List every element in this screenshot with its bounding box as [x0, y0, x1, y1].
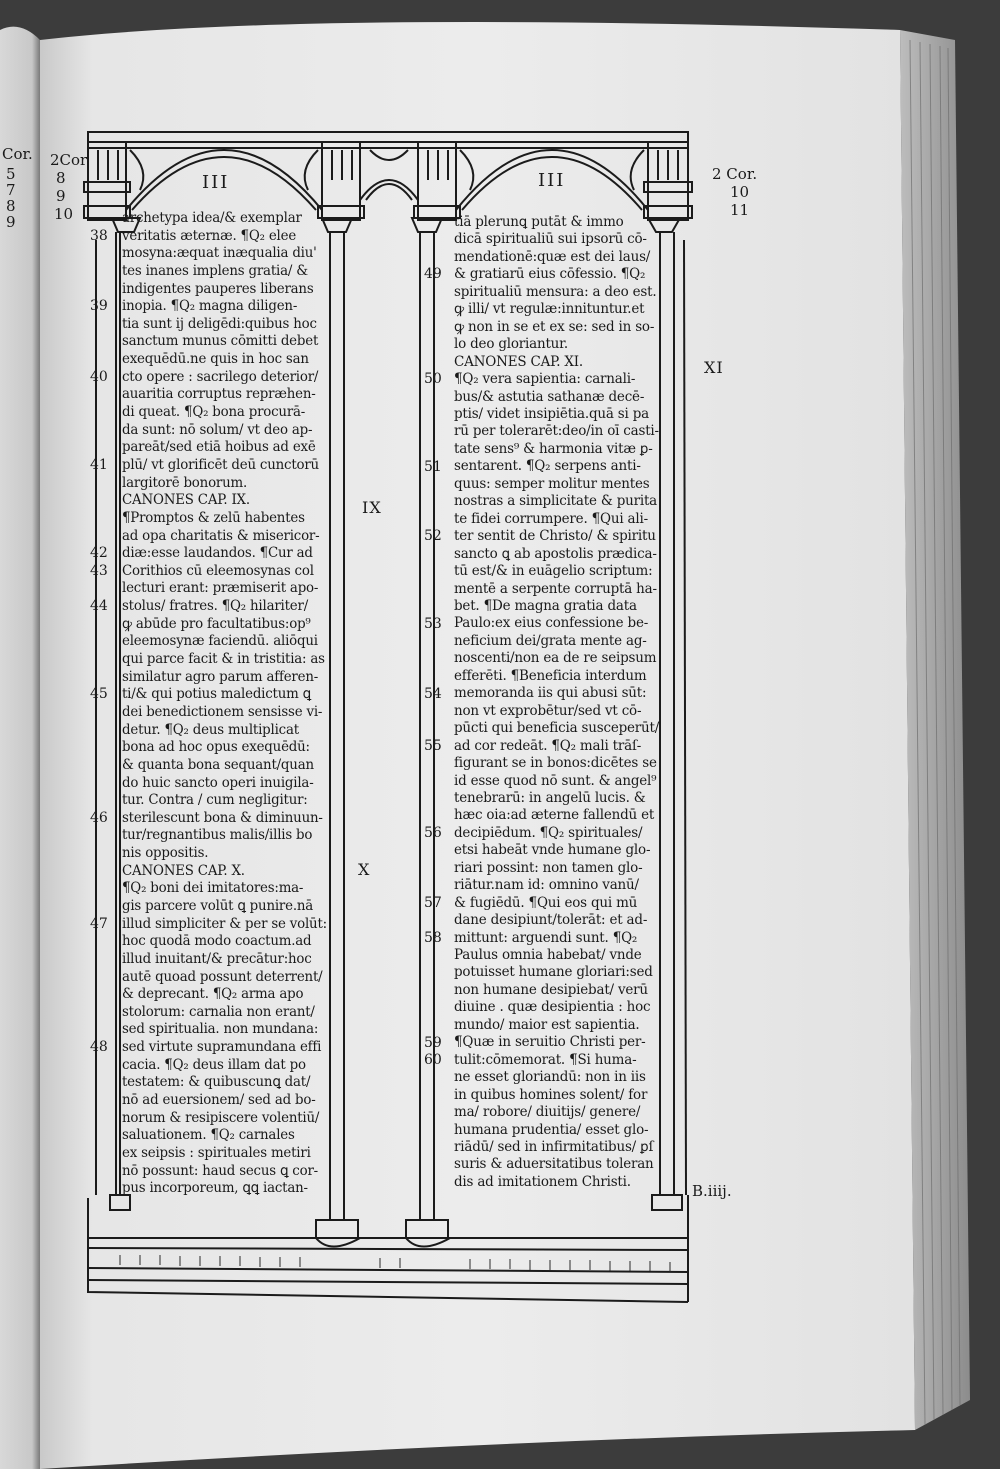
- text-line: plū/ vt glorificēt deū cunctorū: [122, 456, 319, 473]
- text-line: nostras a simplicitate & purita: [454, 493, 658, 510]
- text-line: sed virtute supramundana effi: [122, 1039, 322, 1056]
- text-line: sentarent. ¶Q₂ serpens anti-: [454, 458, 641, 475]
- verse-number: 50: [424, 371, 442, 388]
- signature-mark: B.iiij.: [692, 1182, 732, 1200]
- text-line: ꝙ illi/ vt regulæ:innituntur.et: [454, 301, 645, 318]
- verse-number: 42: [90, 545, 108, 562]
- right-margin-ref: 2 Cor.: [712, 165, 758, 183]
- text-line: da sunt: nō solum/ vt deo ap-: [122, 421, 313, 438]
- text-line: mosyna:æquat inæqualia diu': [122, 245, 317, 262]
- text-line: spiritualiū mensura: a deo est.: [454, 283, 657, 300]
- verse-number: 53: [424, 615, 442, 632]
- text-line: sanctum munus cōmitti debet: [122, 333, 319, 350]
- left-margin-number: 10: [54, 205, 74, 223]
- verse-number: 41: [90, 457, 108, 473]
- text-line: di queat. ¶Q₂ bona procurā-: [122, 404, 306, 421]
- text-line: testatem: & quibuscunꝗ dat/: [122, 1074, 311, 1091]
- text-line: humana prudentia/ esset glo-: [454, 1121, 649, 1138]
- verse-number: 55: [424, 737, 442, 754]
- left-verse-numbers: [90, 210, 116, 1210]
- verse-number: 45: [90, 686, 108, 703]
- text-line: auaritia corruptus repræhen-: [122, 386, 316, 403]
- text-line: tia sunt ij deligēdi:quibus hoc: [122, 315, 317, 332]
- left-page-letter: 7: [6, 181, 16, 199]
- text-line: veritatis æternæ. ¶Q₂ elee: [122, 227, 297, 244]
- right-verse-numbers: [424, 214, 452, 1214]
- verse-number: 51: [424, 458, 442, 475]
- verse-number: 60: [424, 1052, 442, 1069]
- text-line: ꝙ abūde pro facultatibus:op⁹: [122, 615, 311, 632]
- left-text-column: [122, 210, 327, 1198]
- verse-number: 58: [424, 930, 442, 947]
- text-line: nō ad euersionem/ sed ad bo-: [122, 1092, 316, 1109]
- text-line: ad cor redeāt. ¶Q₂ mali trāſ-: [454, 737, 642, 754]
- text-line: noscenti/non ea de re seipsum: [454, 650, 657, 667]
- text-line: Paulus omnia habebat/ vnde: [454, 947, 642, 964]
- text-line: hoc quodā modo coactum.ad: [122, 933, 312, 950]
- text-line: archetypa idea/& exemplar: [122, 210, 302, 226]
- text-line: exequēdū.ne quis in hoc san: [122, 351, 309, 368]
- text-line: diæ:esse laudandos. ¶Cur ad: [122, 545, 313, 562]
- text-line: non humane desipiebat/ verū: [454, 981, 648, 998]
- chapter-mark: IX: [362, 498, 382, 517]
- verse-number: 48: [90, 1039, 108, 1056]
- text-line: lo deo gloriantur.: [454, 336, 569, 353]
- column-header-right: III: [538, 170, 566, 191]
- text-line: dicā spiritualiū sui ipsorū cō-: [454, 231, 647, 248]
- left-margin-number: 9: [56, 187, 66, 205]
- left-margin-ref: 2Cor: [50, 151, 88, 169]
- left-page-letter: 9: [6, 213, 16, 231]
- text-line: rū per tolerarēt:deo/in oī casti-: [454, 423, 659, 440]
- text-line: tulit:cōmemorat. ¶Si huma-: [454, 1051, 637, 1068]
- text-line: ¶Q₂ vera sapientia: carnali-: [454, 371, 636, 388]
- text-line: suris & aduersitatibus toleran: [454, 1156, 654, 1173]
- text-line: ex seipsis : spirituales metiri: [122, 1144, 311, 1161]
- column-header-left: III: [202, 172, 230, 193]
- chapter-mark: X: [358, 860, 371, 879]
- text-line: Corithios cū eleemosynas col: [122, 562, 314, 579]
- text-line: ꝙ non in se et ex se: sed in so-: [454, 318, 655, 335]
- text-line: sed spiritualia. non mundana:: [122, 1021, 319, 1038]
- verse-number: 52: [424, 528, 442, 545]
- left-margin-number: 8: [56, 169, 66, 187]
- text-line: cto opere : sacrilego deterior/: [122, 368, 319, 385]
- text-line: detur. ¶Q₂ deus multiplicat: [122, 721, 299, 738]
- text-line: CANONES CAP. X.: [122, 862, 245, 879]
- verse-number: 39: [90, 298, 108, 315]
- text-line: non vt exprobētur/sed vt cō-: [454, 702, 642, 719]
- text-line: similatur agro parum afferen-: [122, 668, 319, 685]
- text-line: norum & resipiscere volentiū/: [122, 1109, 320, 1126]
- text-line: tū est/& in euāgelio scriptum:: [454, 563, 653, 580]
- text-line: ne esset gloriandū: non in iis: [454, 1069, 646, 1086]
- text-line: ter sentit de Christo/ & spiritu: [454, 528, 656, 545]
- text-line: & quanta bona sequant/quan: [122, 756, 314, 773]
- text-line: qui parce facit & in tristitia: as: [122, 651, 325, 668]
- text-line: potuisset humane gloriari:sed: [454, 964, 653, 981]
- text-line: illud simpliciter & per se volūt:: [122, 915, 327, 932]
- text-line: bus/& astutia sathanæ decē-: [454, 388, 645, 405]
- text-line: lecturi erant: præmiserit apo-: [122, 580, 319, 597]
- text-line: sterilescunt bona & diminuun-: [122, 809, 323, 826]
- text-line: tes inanes implens gratia/ &: [122, 262, 308, 279]
- right-margin-number: 10: [730, 183, 750, 201]
- text-line: bona ad hoc opus exequēdū:: [122, 739, 310, 756]
- text-line: tur/regnantibus malis/illis bo: [122, 827, 313, 844]
- text-line: quus: semper molitur mentes: [454, 475, 650, 492]
- left-page-letter: 8: [6, 197, 16, 215]
- text-line: largitorē bonorum.: [122, 474, 248, 491]
- text-line: bet. ¶De magna gratia data: [454, 597, 637, 614]
- text-line: etsi habeāt vnde humane glo-: [454, 842, 651, 859]
- text-line: dis ad imitationem Christi.: [454, 1173, 631, 1190]
- text-line: te fidei corrumpere. ¶Qui ali-: [454, 510, 648, 527]
- text-line: CANONES CAP. XI.: [454, 353, 584, 370]
- text-line: pus incorporeum, ꝗꝗ iactan-: [122, 1180, 308, 1197]
- verse-number: 46: [90, 809, 108, 826]
- text-line: id esse quod nō sunt. & angel⁹: [454, 772, 657, 789]
- text-line: tur. Contra / cum negligitur:: [122, 792, 308, 809]
- right-text-column: [454, 214, 660, 1191]
- text-line: figurant se in bonos:dicētes se: [454, 755, 657, 772]
- text-line: & fugiēdū. ¶Qui eos qui mū: [454, 894, 638, 911]
- chapter-mark: XI: [704, 358, 724, 377]
- text-line: tate sens⁹ & harmonia vitæ ꝑ-: [454, 440, 653, 457]
- text-line: memoranda iis qui abusi sūt:: [454, 685, 647, 702]
- text-line: saluationem. ¶Q₂ carnales: [122, 1127, 295, 1144]
- text-line: inopia. ¶Q₂ magna diligen-: [122, 298, 298, 315]
- text-line: do huic sancto operi inuigila-: [122, 774, 314, 791]
- text-line: ti/& qui potius maledictum ꝗ: [122, 686, 311, 703]
- text-line: nō possunt: haud secus ꝗ cor-: [122, 1162, 318, 1179]
- text-line: eleemosynæ faciendū. aliōqui: [122, 633, 318, 650]
- text-line: & deprecant. ¶Q₂ arma apo: [122, 986, 304, 1003]
- text-line: mundo/ maior est sapientia.: [454, 1016, 640, 1033]
- verse-number: 54: [424, 685, 442, 702]
- text-line: riari possint: non tamen glo-: [454, 859, 643, 876]
- verse-number: 40: [90, 368, 108, 385]
- text-line: illud inuitant/& precātur:hoc: [122, 950, 312, 967]
- text-line: dei benedictionem sensisse vi-: [122, 703, 323, 720]
- text-line: decipiēdum. ¶Q₂ spirituales/: [454, 824, 643, 841]
- left-page-margin-label: Cor.: [2, 145, 33, 163]
- text-line: autē quoad possunt deterrent/: [122, 968, 323, 985]
- text-line: cacia. ¶Q₂ deus illam dat po: [122, 1056, 306, 1073]
- verse-number: 38: [90, 227, 108, 244]
- text-line: stolorum: carnalia non erant/: [122, 1003, 315, 1020]
- text-line: neficium dei/grata mente ag-: [454, 632, 647, 649]
- text-line: tenebrarū: in angelū lucis. &: [454, 789, 646, 806]
- text-line: efferēti. ¶Beneficia interdum: [454, 667, 647, 684]
- text-line: hæc oia:ad æterne fallendū et: [454, 807, 655, 824]
- verse-number: 57: [424, 895, 442, 912]
- text-line: nis oppositis.: [122, 845, 209, 862]
- text-line: ma/ robore/ diuitijs/ genere/: [454, 1104, 641, 1121]
- text-line: pareāt/sed etiā hoibus ad exē: [122, 439, 316, 456]
- text-line: diuine . quæ desipientia : hoc: [454, 999, 651, 1016]
- verse-number: 47: [90, 915, 108, 932]
- text-line: pūcti qui beneficia susceperūt/: [454, 720, 660, 737]
- text-line: ¶Q₂ boni dei imitatores:ma-: [122, 880, 304, 897]
- text-line: ¶Promptos & zelū habentes: [122, 509, 305, 526]
- text-line: in quibus homines solent/ for: [454, 1086, 648, 1103]
- text-line: mendationē:quæ est dei laus/: [454, 248, 651, 265]
- text-line: ptis/ videt insipiētia.quā si pa: [454, 405, 649, 422]
- text-line: & gratiarū eius cōfessio. ¶Q₂: [454, 266, 646, 283]
- text-line: Paulo:ex eius confessione be-: [454, 615, 649, 632]
- left-page-letter: 5: [6, 165, 16, 183]
- text-line: CANONES CAP. IX.: [122, 492, 250, 509]
- text-line: gis parcere volūt ꝗ punire.nā: [122, 897, 314, 914]
- text-line: indigentes pauperes liberans: [122, 280, 314, 297]
- verse-number: 44: [90, 598, 108, 615]
- text-line: riādū/ sed in infirmitatibus/ ꝑſ: [454, 1139, 654, 1156]
- text-line: mentē a serpente corruptā ha-: [454, 580, 657, 597]
- verse-number: 59: [424, 1034, 442, 1051]
- text-line: riātur.nam id: omnino vanū/: [454, 877, 639, 894]
- text-line: ad opa charitatis & misericor-: [122, 527, 320, 544]
- text-line: stolus/ fratres. ¶Q₂ hilariter/: [122, 598, 309, 615]
- right-margin-number: 11: [730, 201, 750, 219]
- verse-number: 49: [424, 266, 442, 283]
- verse-number: 56: [424, 825, 442, 842]
- text-line: dane desipiunt/tolerāt: et ad-: [454, 912, 648, 929]
- text-line: tiā plerunꝗ putāt & immo: [454, 214, 624, 230]
- text-line: ¶Quæ in seruitio Christi per-: [454, 1034, 646, 1051]
- verse-number: 43: [90, 562, 108, 579]
- text-line: sancto ꝗ ab apostolis prædica-: [454, 545, 657, 562]
- text-line: mittunt: arguendi sunt. ¶Q₂: [454, 929, 638, 946]
